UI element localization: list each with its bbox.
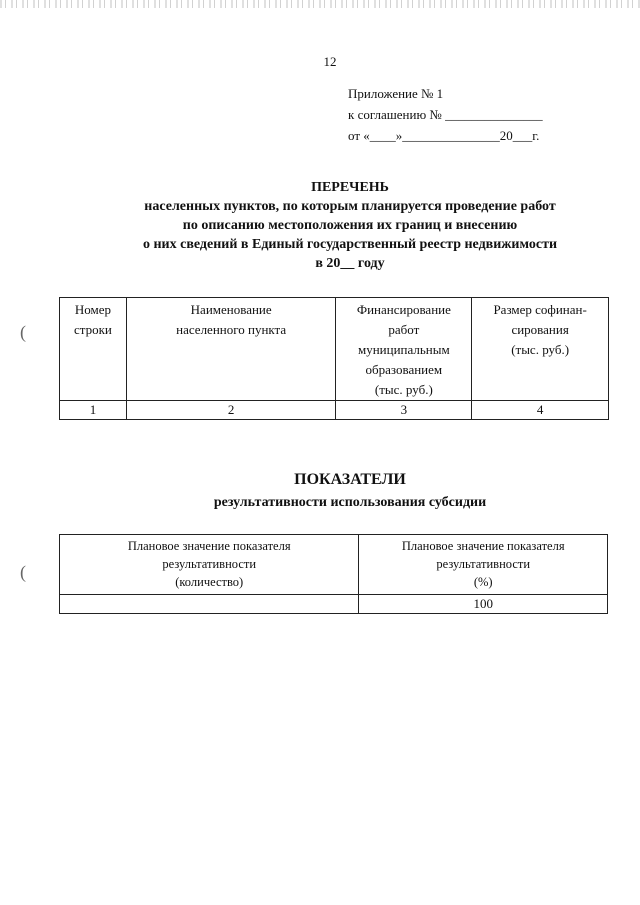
- table-header-row: [60, 298, 609, 401]
- list-title: [0, 178, 640, 273]
- column-number-cell: 2: [126, 401, 336, 420]
- appendix-line-1: Приложение № 1: [348, 86, 444, 101]
- table-row: [60, 401, 609, 420]
- header-cell-settlement-name: Наименование населенного пункта: [126, 298, 336, 401]
- appendix-line-2: к соглашению № _______________: [348, 107, 543, 122]
- value-cell-percent: 100: [359, 595, 608, 614]
- header-cell-percent: Плановое значение показателя результативности (%): [359, 535, 608, 595]
- indicators-heading: ПОКАЗАТЕЛИ: [294, 471, 406, 488]
- value-cell-quantity: [60, 595, 359, 614]
- page-number: 12: [323, 54, 337, 69]
- list-subtitle-line-2: по описанию местоположения их границ и внесению: [182, 218, 518, 233]
- column-number-cell: 1: [60, 401, 127, 420]
- table-row: [60, 595, 608, 614]
- list-heading: ПЕРЕЧЕНЬ: [311, 180, 389, 195]
- list-subtitle-line-1: населенных пунктов, по которым планируется проведение работ: [144, 199, 556, 214]
- scan-artifact: [0, 0, 640, 8]
- indicators-title: [0, 468, 640, 514]
- column-number-cell: 3: [336, 401, 472, 420]
- header-cell-cofinancing: Размер софинан- сирования (тыс. руб.): [472, 298, 609, 401]
- header-cell-quantity: Плановое значение показателя результативности (количество): [60, 535, 359, 595]
- header-cell-financing: Финансирование работ муниципальным образованием (тыс. руб.): [336, 298, 472, 401]
- appendix-block: [348, 83, 543, 146]
- list-subtitle-line-4: в 20__ году: [315, 256, 385, 271]
- table-header-row: [60, 535, 608, 595]
- list-subtitle-line-3: о них сведений в Единый государственный реестр недвижимости: [142, 237, 558, 252]
- indicators-table: [59, 534, 608, 614]
- margin-bracket-mark: (: [20, 322, 26, 342]
- header-cell-row-number: Номер строки: [60, 298, 127, 401]
- margin-bracket-mark: (: [20, 562, 26, 582]
- column-number-cell: 4: [472, 401, 609, 420]
- appendix-line-3: от «____»_______________20___г.: [348, 128, 540, 143]
- indicators-subtitle: результативности использования субсидии: [213, 495, 487, 510]
- settlements-table: [59, 297, 609, 420]
